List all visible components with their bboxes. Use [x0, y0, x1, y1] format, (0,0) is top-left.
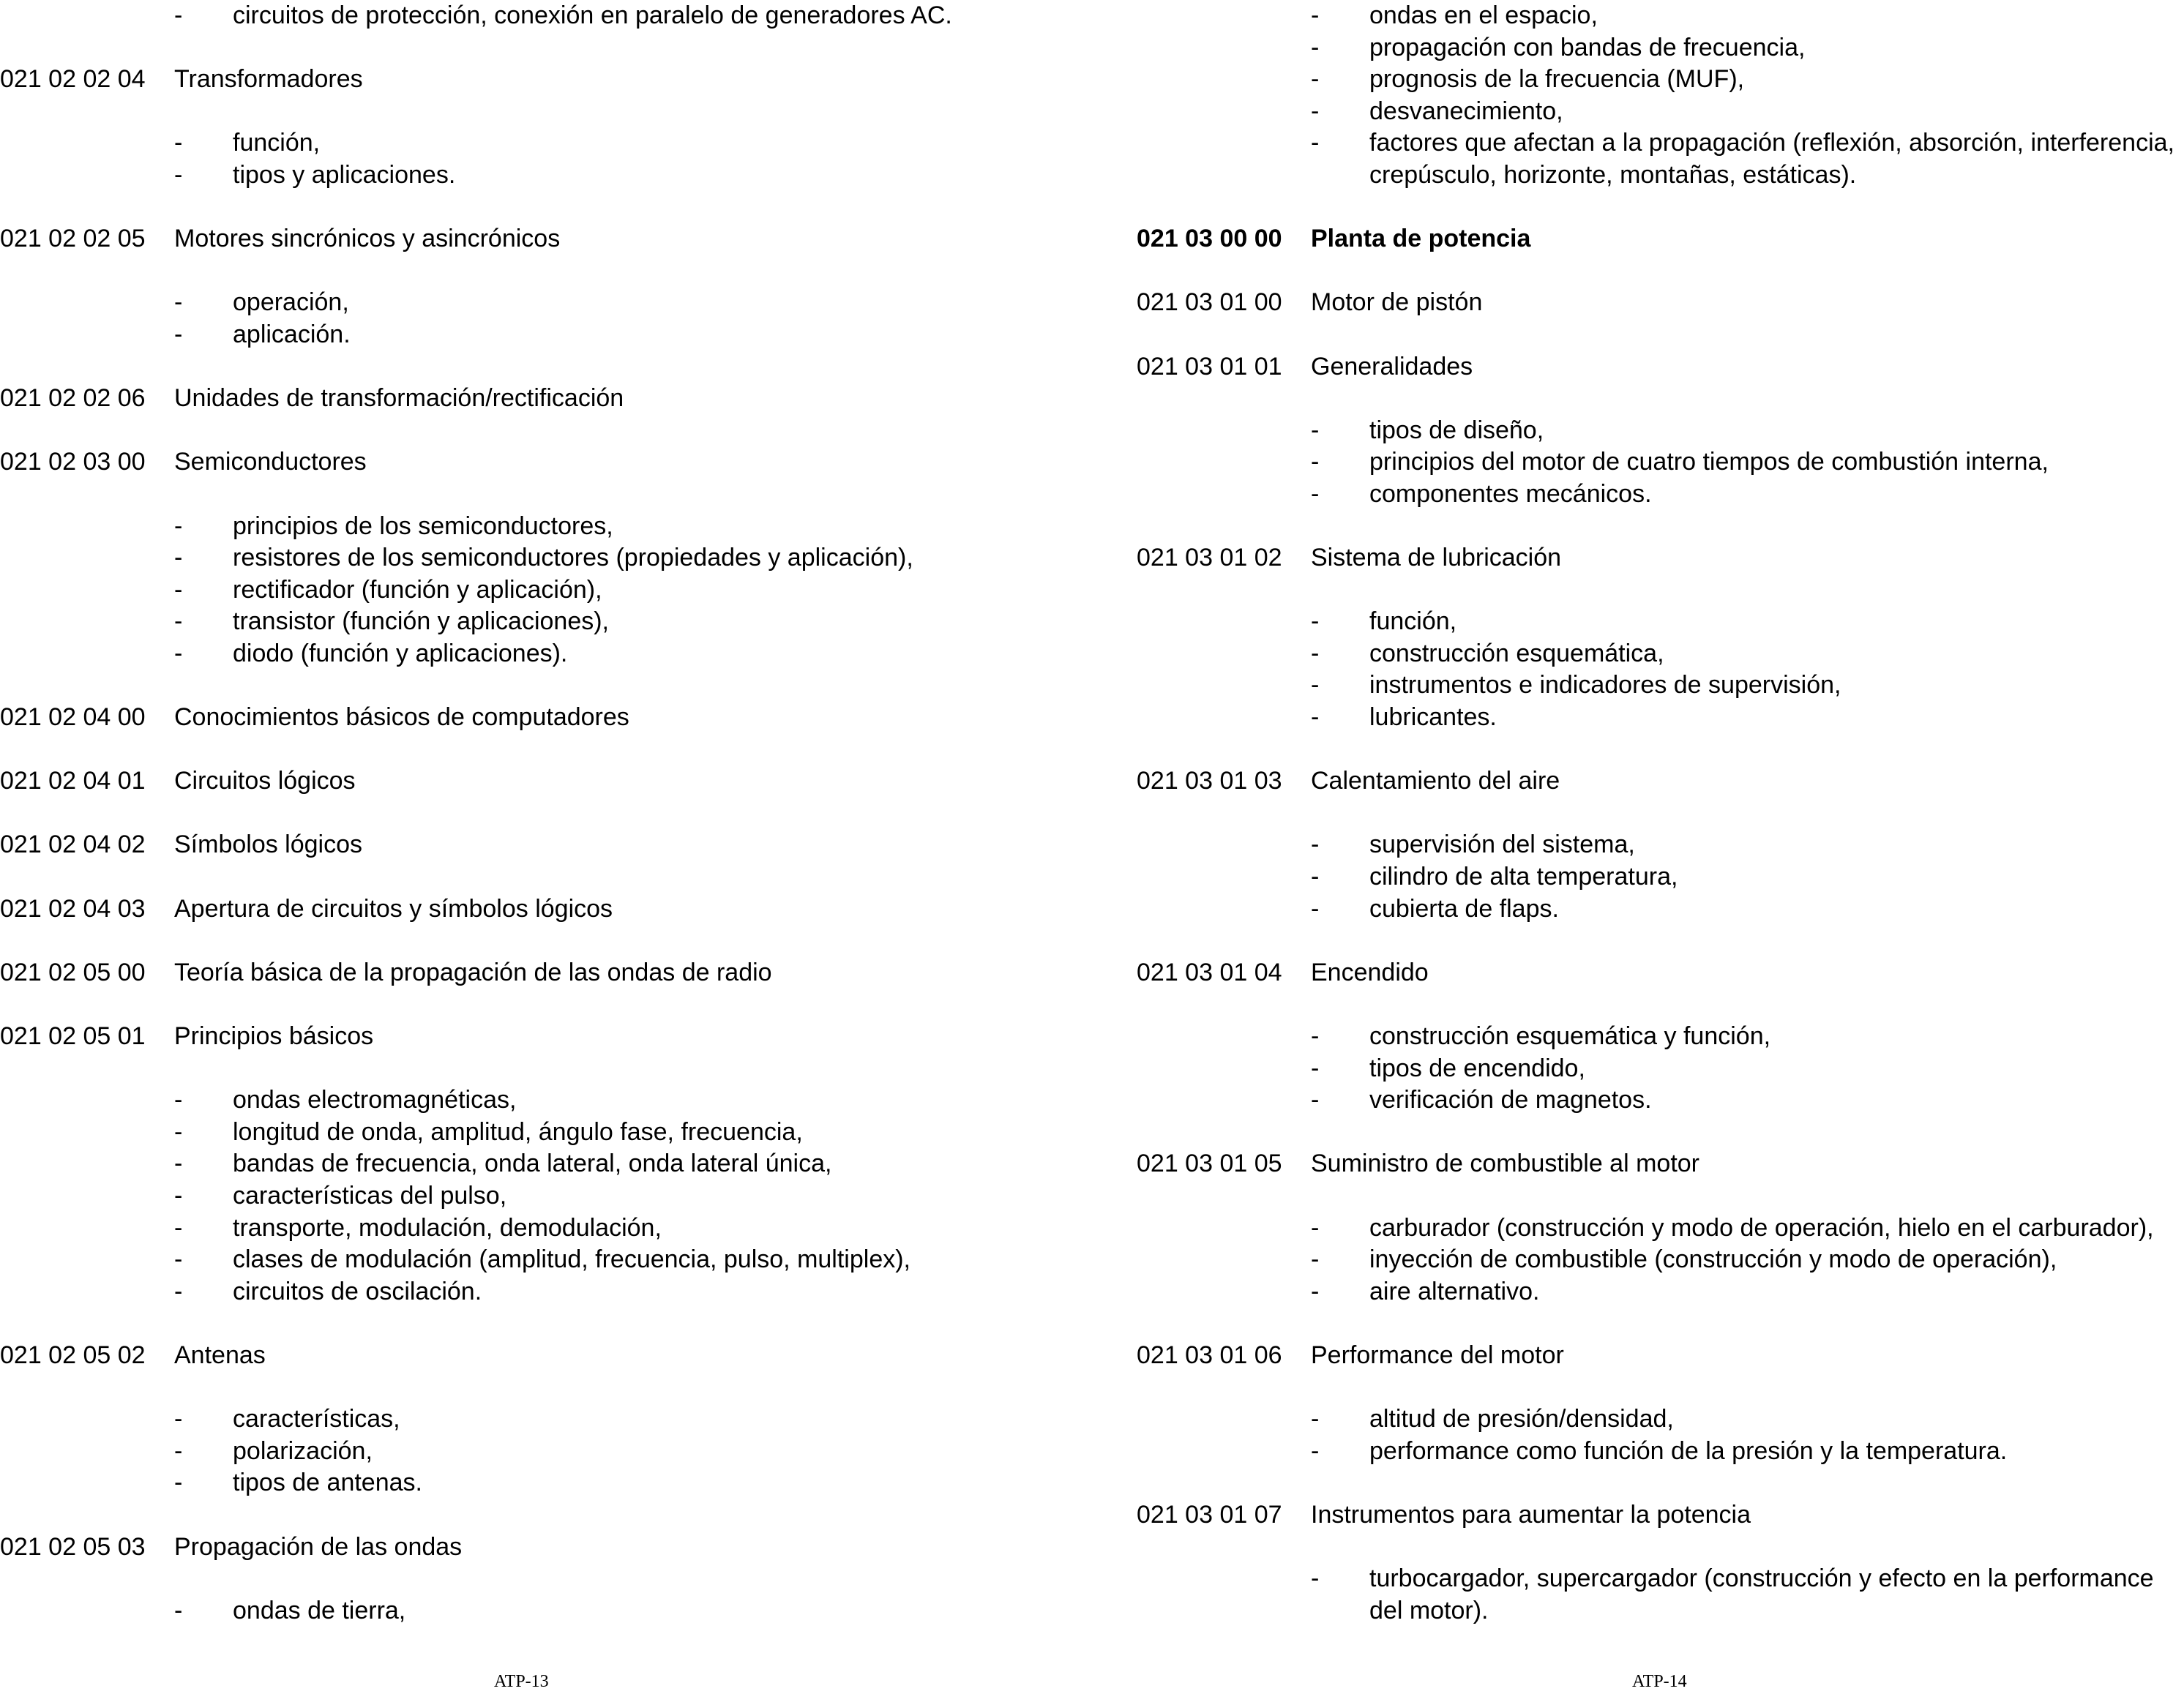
spacer [1137, 1372, 2184, 1404]
dash-bullet: - [1311, 1245, 1320, 1274]
list-item-text: tipos y aplicaciones. [233, 160, 456, 189]
list-item [1137, 446, 2184, 479]
list-item-text: diodo (función y aplicaciones). [233, 639, 568, 667]
dash-bullet: - [174, 1596, 183, 1624]
list-item-text: tipos de encendido, [1369, 1054, 1585, 1082]
section-code: 021 03 00 00 [1137, 225, 1282, 253]
dash-bullet: - [1311, 448, 1320, 476]
dash-bullet: - [174, 1150, 183, 1178]
section-heading [0, 702, 1127, 734]
section-heading [0, 957, 1127, 989]
section-code: 021 02 04 03 [0, 894, 146, 923]
spacer [0, 479, 1127, 511]
list-item-text: cilindro de alta temperatura, [1369, 863, 1678, 891]
dash-bullet: - [1311, 831, 1320, 859]
dash-bullet: - [1311, 129, 1320, 157]
section-heading [0, 1340, 1127, 1372]
spacer [0, 670, 1127, 702]
list-item-text: ondas en el espacio, [1369, 1, 1598, 29]
dash-bullet: - [174, 575, 183, 604]
right-column [1137, 0, 2184, 1627]
section-code: 021 03 01 05 [1137, 1150, 1282, 1178]
section-title: Calentamiento del aire [1311, 767, 1560, 795]
list-item-text: aire alternativo. [1369, 1277, 1540, 1305]
list-item-text: transporte, modulación, demodulación, [233, 1213, 662, 1242]
list-item [1137, 1563, 2184, 1627]
section-title: Teoría básica de la propagación de las ondas de radio [174, 958, 772, 986]
list-item [1137, 1276, 2184, 1308]
list-item [0, 1148, 1127, 1180]
spacer [0, 96, 1127, 128]
list-item-text: operación, [233, 288, 349, 317]
section-heading [1137, 1148, 2184, 1180]
section-code: 021 03 01 06 [1137, 1341, 1282, 1369]
list-item-text: altitud de presión/densidad, [1369, 1405, 1674, 1433]
section-title: Principios básicos [174, 1022, 374, 1050]
list-item-text: instrumentos e indicadores de supervisión, [1369, 671, 1841, 700]
section-title: Unidades de transformación/rectificación [174, 384, 624, 413]
list-item [0, 160, 1127, 192]
list-item [1137, 606, 2184, 638]
spacer [0, 861, 1127, 893]
dash-bullet: - [174, 1469, 183, 1497]
dash-bullet: - [1311, 1436, 1320, 1465]
section-heading [1137, 542, 2184, 574]
spacer [0, 255, 1127, 288]
list-item-text: performance como función de la presión y la temperatura. [1369, 1436, 2008, 1465]
spacer [0, 1308, 1127, 1340]
dash-bullet: - [174, 544, 183, 572]
section-code: 021 02 05 00 [0, 958, 146, 986]
spacer [1137, 574, 2184, 607]
spacer [1137, 734, 2184, 766]
dash-bullet: - [174, 1117, 183, 1146]
list-item [1137, 670, 2184, 702]
dash-bullet: - [1311, 1405, 1320, 1433]
section-code: 021 03 01 02 [1137, 544, 1282, 572]
section-title: Circuitos lógicos [174, 767, 356, 795]
list-item-text: características del pulso, [233, 1181, 507, 1210]
list-item-text: verificación de magnetos. [1369, 1086, 1652, 1114]
dash-bullet: - [1311, 1277, 1320, 1305]
list-item [1137, 1436, 2184, 1468]
dash-bullet: - [1311, 97, 1320, 125]
list-item [1137, 127, 2184, 191]
list-item-text: construcción esquemática, [1369, 639, 1664, 667]
spacer [0, 1372, 1127, 1404]
dash-bullet: - [174, 511, 183, 540]
list-item [1137, 96, 2184, 128]
dash-bullet: - [1311, 639, 1320, 667]
dash-bullet: - [174, 1277, 183, 1305]
list-item-text: propagación con bandas de frecuencia, [1369, 33, 1806, 61]
dash-bullet: - [174, 1086, 183, 1114]
list-item [0, 1403, 1127, 1436]
list-item-text: principios de los semiconductores, [233, 511, 613, 540]
dash-bullet: - [1311, 1022, 1320, 1050]
spacer [0, 989, 1127, 1021]
dash-bullet: - [1311, 479, 1320, 508]
spacer [1137, 1308, 2184, 1340]
section-code: 021 03 01 03 [1137, 767, 1282, 795]
list-item [0, 287, 1127, 319]
spacer [0, 1499, 1127, 1532]
dash-bullet: - [174, 1405, 183, 1433]
section-code: 021 02 03 00 [0, 448, 146, 476]
section-title: Suministro de combustible al motor [1311, 1150, 1700, 1178]
spacer [1137, 798, 2184, 830]
spacer [0, 415, 1127, 447]
list-item [1137, 829, 2184, 861]
list-item [1137, 1021, 2184, 1053]
dash-bullet: - [1311, 1564, 1320, 1593]
list-item [0, 1084, 1127, 1117]
list-item [0, 127, 1127, 160]
section-title: Apertura de circuitos y símbolos lógicos [174, 894, 613, 923]
list-item [0, 1436, 1127, 1468]
section-heading [1137, 287, 2184, 319]
section-code: 021 03 01 04 [1137, 958, 1282, 986]
dash-bullet: - [174, 1436, 183, 1465]
list-item [1137, 32, 2184, 64]
list-item [1137, 1244, 2184, 1276]
section-title: Planta de potencia [1311, 225, 1531, 253]
dash-bullet: - [174, 1213, 183, 1242]
spacer [1137, 319, 2184, 351]
dash-bullet: - [1311, 607, 1320, 636]
list-item-text: rectificador (función y aplicación), [233, 575, 602, 604]
spacer [0, 32, 1127, 64]
dash-bullet: - [174, 1181, 183, 1210]
list-item-text: factores que afectan a la propagación (reflexión, absorción, interferencia, crepúsculo, horizonte, montañas, estáticas). [1369, 129, 2174, 189]
dash-bullet: - [174, 129, 183, 157]
dash-bullet: - [174, 288, 183, 317]
dash-bullet: - [174, 320, 183, 348]
dash-bullet: - [1311, 1054, 1320, 1082]
list-item-text: clases de modulación (amplitud, frecuencia, pulso, multiplex), [233, 1245, 911, 1274]
section-title: Encendido [1311, 958, 1429, 986]
section-code: 021 02 05 03 [0, 1532, 146, 1561]
list-item-text: transistor (función y aplicaciones), [233, 607, 610, 636]
spacer [0, 192, 1127, 224]
spacer [0, 351, 1127, 383]
spacer [1137, 511, 2184, 543]
section-code: 021 02 05 02 [0, 1341, 146, 1369]
spacer [1137, 255, 2184, 288]
list-item [0, 542, 1127, 574]
list-item-text: componentes mecánicos. [1369, 479, 1652, 508]
list-item [1137, 638, 2184, 670]
list-item [1137, 415, 2184, 447]
section-title: Motores sincrónicos y asincrónicos [174, 225, 561, 253]
dash-bullet: - [174, 607, 183, 636]
dash-bullet: - [174, 1245, 183, 1274]
list-item [0, 319, 1127, 351]
list-item-text: resistores de los semiconductores (propiedades y aplicación), [233, 544, 913, 572]
spacer [0, 1563, 1127, 1595]
list-item-text: supervisión del sistema, [1369, 831, 1635, 859]
section-code: 021 03 01 00 [1137, 288, 1282, 317]
list-item-text: prognosis de la frecuencia (MUF), [1369, 65, 1745, 94]
dash-bullet: - [174, 1, 183, 29]
list-item [0, 1467, 1127, 1499]
list-item-text: función, [1369, 607, 1457, 636]
list-item [1137, 1053, 2184, 1085]
list-item [0, 638, 1127, 670]
dash-bullet: - [1311, 703, 1320, 732]
section-code: 021 02 02 06 [0, 384, 146, 413]
spacer [1137, 989, 2184, 1021]
section-heading [0, 383, 1127, 415]
list-item-text: características, [233, 1405, 400, 1433]
spacer [1137, 1180, 2184, 1213]
list-item [0, 511, 1127, 543]
spacer [0, 1053, 1127, 1085]
dash-bullet: - [1311, 65, 1320, 94]
section-title: Transformadores [174, 65, 363, 94]
list-item [0, 0, 1127, 32]
dash-bullet: - [174, 639, 183, 667]
section-title: Conocimientos básicos de computadores [174, 703, 629, 732]
list-item-text: inyección de combustible (construcción y modo de operación), [1369, 1245, 2057, 1274]
list-item-text: ondas de tierra, [233, 1596, 406, 1624]
section-heading [0, 765, 1127, 798]
section-heading [0, 446, 1127, 479]
section-code: 021 02 02 05 [0, 225, 146, 253]
section-heading [0, 64, 1127, 96]
section-code: 021 02 05 01 [0, 1022, 146, 1050]
list-item [1137, 0, 2184, 32]
section-title: Símbolos lógicos [174, 831, 363, 859]
section-code: 021 02 04 02 [0, 831, 146, 859]
page-number-left: ATP-13 [494, 1672, 549, 1691]
list-item [1137, 893, 2184, 926]
page-number-right: ATP-14 [1632, 1672, 1687, 1691]
list-item [0, 574, 1127, 607]
section-heading [1137, 765, 2184, 798]
section-heading [0, 1532, 1127, 1564]
list-item [1137, 64, 2184, 96]
section-heading [0, 829, 1127, 861]
section-code: 021 02 04 01 [0, 767, 146, 795]
list-item [0, 1595, 1127, 1627]
section-title: Generalidades [1311, 352, 1473, 381]
list-item [0, 1213, 1127, 1245]
dash-bullet: - [1311, 416, 1320, 444]
spacer [1137, 1467, 2184, 1499]
list-item-text: tipos de diseño, [1369, 416, 1544, 444]
list-item-text: cubierta de flaps. [1369, 894, 1559, 923]
dash-bullet: - [174, 160, 183, 189]
list-item-text: carburador (construcción y modo de operación, hielo en el carburador), [1369, 1213, 2154, 1242]
list-item-text: ondas electromagnéticas, [233, 1086, 517, 1114]
list-item [0, 606, 1127, 638]
list-item-text: lubricantes. [1369, 703, 1497, 732]
list-item [1137, 479, 2184, 511]
list-item-text: principios del motor de cuatro tiempos de combustión interna, [1369, 448, 2049, 476]
dash-bullet: - [1311, 894, 1320, 923]
section-heading [0, 223, 1127, 255]
section-heading [1137, 1499, 2184, 1532]
list-item [1137, 1084, 2184, 1117]
section-code: 021 03 01 07 [1137, 1500, 1282, 1529]
section-heading [1137, 223, 2184, 255]
list-item-text: circuitos de oscilación. [233, 1277, 482, 1305]
list-item-text: bandas de frecuencia, onda lateral, onda lateral única, [233, 1150, 832, 1178]
spacer [1137, 1117, 2184, 1149]
list-item [1137, 1213, 2184, 1245]
spacer [0, 925, 1127, 957]
list-item-text: tipos de antenas. [233, 1469, 422, 1497]
list-item [0, 1276, 1127, 1308]
list-item [1137, 861, 2184, 893]
dash-bullet: - [1311, 863, 1320, 891]
list-item [1137, 1403, 2184, 1436]
spacer [1137, 192, 2184, 224]
section-heading [1137, 1340, 2184, 1372]
section-code: 021 02 02 04 [0, 65, 146, 94]
left-column [0, 0, 1127, 1627]
section-heading [0, 893, 1127, 926]
list-item-text: polarización, [233, 1436, 373, 1465]
section-title: Propagación de las ondas [174, 1532, 463, 1561]
dash-bullet: - [1311, 671, 1320, 700]
dash-bullet: - [1311, 33, 1320, 61]
list-item-text: circuitos de protección, conexión en paralelo de generadores AC. [233, 1, 952, 29]
section-title: Antenas [174, 1341, 266, 1369]
dash-bullet: - [1311, 1213, 1320, 1242]
list-item-text: aplicación. [233, 320, 351, 348]
list-item-text: construcción esquemática y función, [1369, 1022, 1771, 1050]
list-item [0, 1244, 1127, 1276]
list-item-text: longitud de onda, amplitud, ángulo fase, frecuencia, [233, 1117, 803, 1146]
section-heading [0, 1021, 1127, 1053]
section-heading [1137, 957, 2184, 989]
section-code: 021 03 01 01 [1137, 352, 1282, 381]
list-item [0, 1180, 1127, 1213]
dash-bullet: - [1311, 1086, 1320, 1114]
section-code: 021 02 04 00 [0, 703, 146, 732]
spacer [0, 734, 1127, 766]
spacer [1137, 1532, 2184, 1564]
section-title: Motor de pistón [1311, 288, 1483, 317]
section-title: Sistema de lubricación [1311, 544, 1562, 572]
dash-bullet: - [1311, 1, 1320, 29]
list-item [1137, 702, 2184, 734]
list-item-text: función, [233, 129, 321, 157]
list-item [0, 1117, 1127, 1149]
list-item-text: desvanecimiento, [1369, 97, 1563, 125]
spacer [1137, 383, 2184, 415]
section-title: Semiconductores [174, 448, 367, 476]
list-item-text: turbocargador, supercargador (construcción y efecto en la performance del motor). [1369, 1564, 2154, 1624]
section-title: Performance del motor [1311, 1341, 1564, 1369]
section-title: Instrumentos para aumentar la potencia [1311, 1500, 1751, 1529]
section-heading [1137, 351, 2184, 383]
spacer [1137, 925, 2184, 957]
spacer [0, 798, 1127, 830]
